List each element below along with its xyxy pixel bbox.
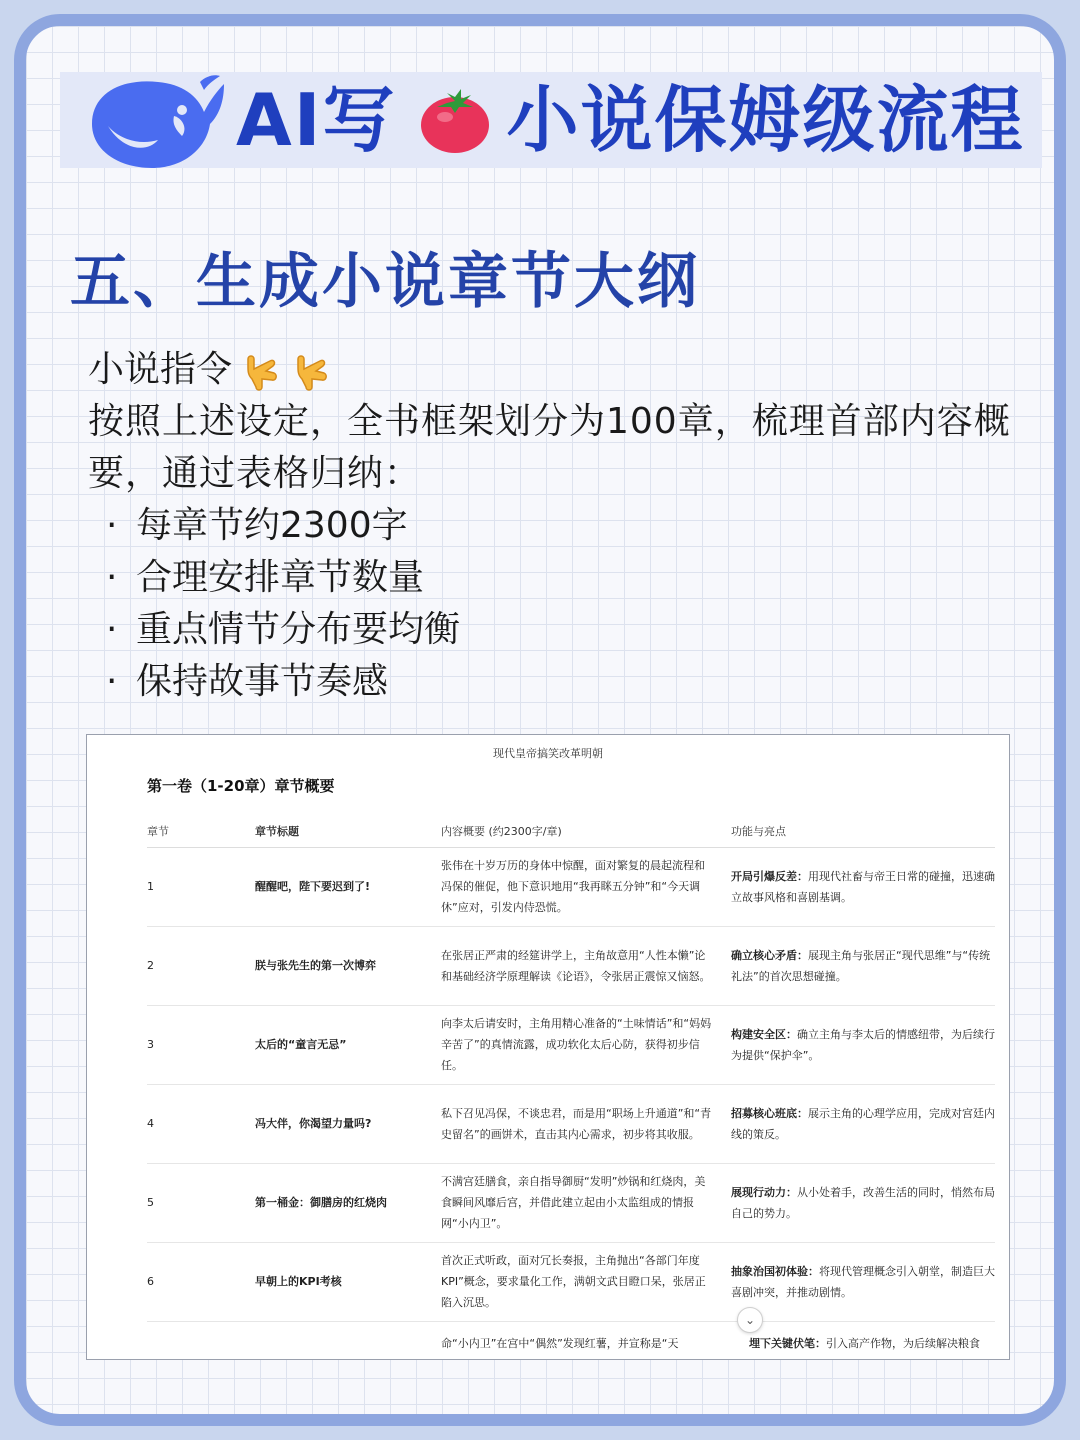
list-item bbox=[88, 656, 1028, 708]
feature-text: 确立主角与李太后的情感纽带，为后续行为提供“保护伞”。 bbox=[731, 1027, 995, 1062]
bullet-mark: · bbox=[106, 505, 118, 546]
chapter-title: 冯大伴，你渴望力量吗? bbox=[255, 1084, 441, 1163]
banner-title bbox=[236, 72, 1025, 168]
prompt-block bbox=[88, 344, 1028, 708]
scroll-down-button[interactable] bbox=[737, 1307, 763, 1333]
banner-title-suffix: 小说保姆级流程 bbox=[506, 78, 1025, 162]
whale-logo-icon bbox=[78, 66, 226, 174]
table-row-partial bbox=[147, 1335, 995, 1351]
column-header-title: 章节标题 bbox=[255, 815, 441, 847]
chapter-number: 4 bbox=[147, 1084, 255, 1163]
outline-screenshot bbox=[86, 734, 1010, 1360]
chapter-title: 太后的“童言无忌” bbox=[255, 1005, 441, 1084]
prompt-bullets bbox=[88, 500, 1028, 708]
chapter-title: 朕与张先生的第一次博弈 bbox=[255, 926, 441, 1005]
chapter-number: 5 bbox=[147, 1163, 255, 1242]
chapter-feature bbox=[731, 1084, 995, 1163]
chapter-summary: 私下召见冯保，不谈忠君，而是用“职场上升通道”和“青史留名”的画饼术，直击其内心需求，初步将其收服。 bbox=[441, 1084, 731, 1163]
column-header-chapter: 章节 bbox=[147, 815, 255, 847]
chapter-title: 第一桶金：御膳房的红烧肉 bbox=[255, 1163, 441, 1242]
feature-text: 将现代管理概念引入朝堂，制造巨大喜剧冲突，并推动剧情。 bbox=[731, 1264, 995, 1299]
chapter-number: 3 bbox=[147, 1005, 255, 1084]
page-card bbox=[14, 14, 1066, 1426]
pointing-down-hand-icon bbox=[290, 349, 332, 391]
chapter-title: 醒醒吧，陛下要迟到了! bbox=[255, 847, 441, 926]
bullet-mark: · bbox=[106, 609, 118, 650]
bullet-text: 每章节约2300字 bbox=[136, 505, 408, 546]
chapter-number: 6 bbox=[147, 1242, 255, 1321]
prompt-label-row bbox=[88, 344, 1028, 396]
chapter-number: 2 bbox=[147, 926, 255, 1005]
chapter-feature bbox=[731, 847, 995, 926]
feature-text: 引入高产作物，为后续解决粮食 bbox=[826, 1337, 980, 1350]
feature-key: 确立核心矛盾： bbox=[731, 948, 808, 962]
table-row bbox=[147, 926, 995, 1005]
feature-key: 开局引爆反差： bbox=[731, 869, 808, 883]
feature-key: 招募核心班底： bbox=[731, 1106, 808, 1120]
column-header-feature: 功能与亮点 bbox=[731, 815, 995, 847]
table-row bbox=[147, 1005, 995, 1084]
prompt-label: 小说指令 bbox=[88, 349, 233, 390]
bullet-text: 合理安排章节数量 bbox=[136, 557, 425, 598]
chevron-down-icon: ⌄ bbox=[744, 1313, 756, 1327]
chapter-feature bbox=[731, 1163, 995, 1242]
table-row bbox=[147, 847, 995, 926]
table-row bbox=[147, 1163, 995, 1242]
chapter-summary: 向李太后请安时，主角用精心准备的“土味情话”和“妈妈辛苦了”的真情流露，成功软化太后心防，获得初步信任。 bbox=[441, 1005, 731, 1084]
feature-text: 用现代社畜与帝王日常的碰撞，迅速确立故事风格和喜剧基调。 bbox=[731, 869, 995, 904]
chapter-table bbox=[147, 815, 995, 1322]
pointing-down-hand-icon bbox=[240, 349, 282, 391]
volume-title: 第一卷（1-20章）章节概要 bbox=[147, 777, 335, 795]
chapter-summary: 张伟在十岁万历的身体中惊醒，面对繁复的晨起流程和冯保的催促，他下意识地用“我再眯五分钟”和“今天调休”应对，引发内侍恐慌。 bbox=[441, 847, 731, 926]
chapter-feature bbox=[731, 926, 995, 1005]
list-item bbox=[88, 604, 1028, 656]
chapter-summary: 不满宫廷膳食，亲自指导御厨“发明”炒锅和红烧肉，美食瞬间风靡后宫，并借此建立起由小太监组成的情报网“小内卫”。 bbox=[441, 1163, 731, 1242]
feature-key: 埋下关键伏笔： bbox=[749, 1337, 826, 1350]
chapter-number: 1 bbox=[147, 847, 255, 926]
doc-title: 现代皇帝搞笑改革明朝 bbox=[493, 747, 603, 760]
column-header-summary: 内容概要 (约2300字/章) bbox=[441, 815, 731, 847]
bullet-text: 保持故事节奏感 bbox=[136, 661, 389, 702]
chapter-title: 早朝上的KPI考核 bbox=[255, 1242, 441, 1321]
banner-title-prefix: AI写 bbox=[236, 78, 397, 162]
chapter-feature bbox=[731, 1005, 995, 1084]
bullet-text: 重点情节分布要均衡 bbox=[136, 609, 461, 650]
tomato-icon bbox=[417, 83, 493, 155]
table-row bbox=[147, 1084, 995, 1163]
table-header-row bbox=[147, 815, 995, 847]
chapter-feature bbox=[731, 1335, 995, 1351]
feature-key: 构建安全区： bbox=[731, 1027, 797, 1041]
feature-text: 从小处着手，改善生活的同时，悄然布局自己的势力。 bbox=[731, 1185, 995, 1220]
header-banner bbox=[60, 72, 1042, 168]
table-row bbox=[147, 1242, 995, 1321]
list-item bbox=[88, 552, 1028, 604]
feature-key: 展现行动力： bbox=[731, 1185, 797, 1199]
partial-spacer bbox=[147, 1335, 441, 1351]
list-item bbox=[88, 500, 1028, 552]
bullet-mark: · bbox=[106, 661, 118, 702]
chapter-summary: 命“小内卫”在宫中“偶然”发现红薯，并宣称是“天 bbox=[441, 1337, 679, 1350]
chapter-summary: 在张居正严肃的经筵讲学上，主角故意用“人性本懒”论和基础经济学原理解读《论语》，令张居正震惊又恼怒。 bbox=[441, 926, 731, 1005]
feature-text: 展现主角与张居正“现代思维”与“传统礼法”的首次思想碰撞。 bbox=[731, 948, 991, 983]
section-title: 五、生成小说章节大纲 bbox=[70, 247, 700, 317]
chapter-feature bbox=[731, 1242, 995, 1321]
prompt-body: 按照上述设定，全书框架划分为100章，梳理首部内容概要，通过表格归纳： bbox=[88, 401, 1011, 494]
chapter-summary: 首次正式听政，面对冗长奏报，主角抛出“各部门年度KPI”概念，要求量化工作，满朝文武目瞪口呆，张居正陷入沉思。 bbox=[441, 1242, 731, 1321]
bullet-mark: · bbox=[106, 557, 118, 598]
feature-text: 展示主角的心理学应用，完成对宫廷内线的策反。 bbox=[731, 1106, 995, 1141]
feature-key: 抽象治国初体验： bbox=[731, 1264, 819, 1278]
